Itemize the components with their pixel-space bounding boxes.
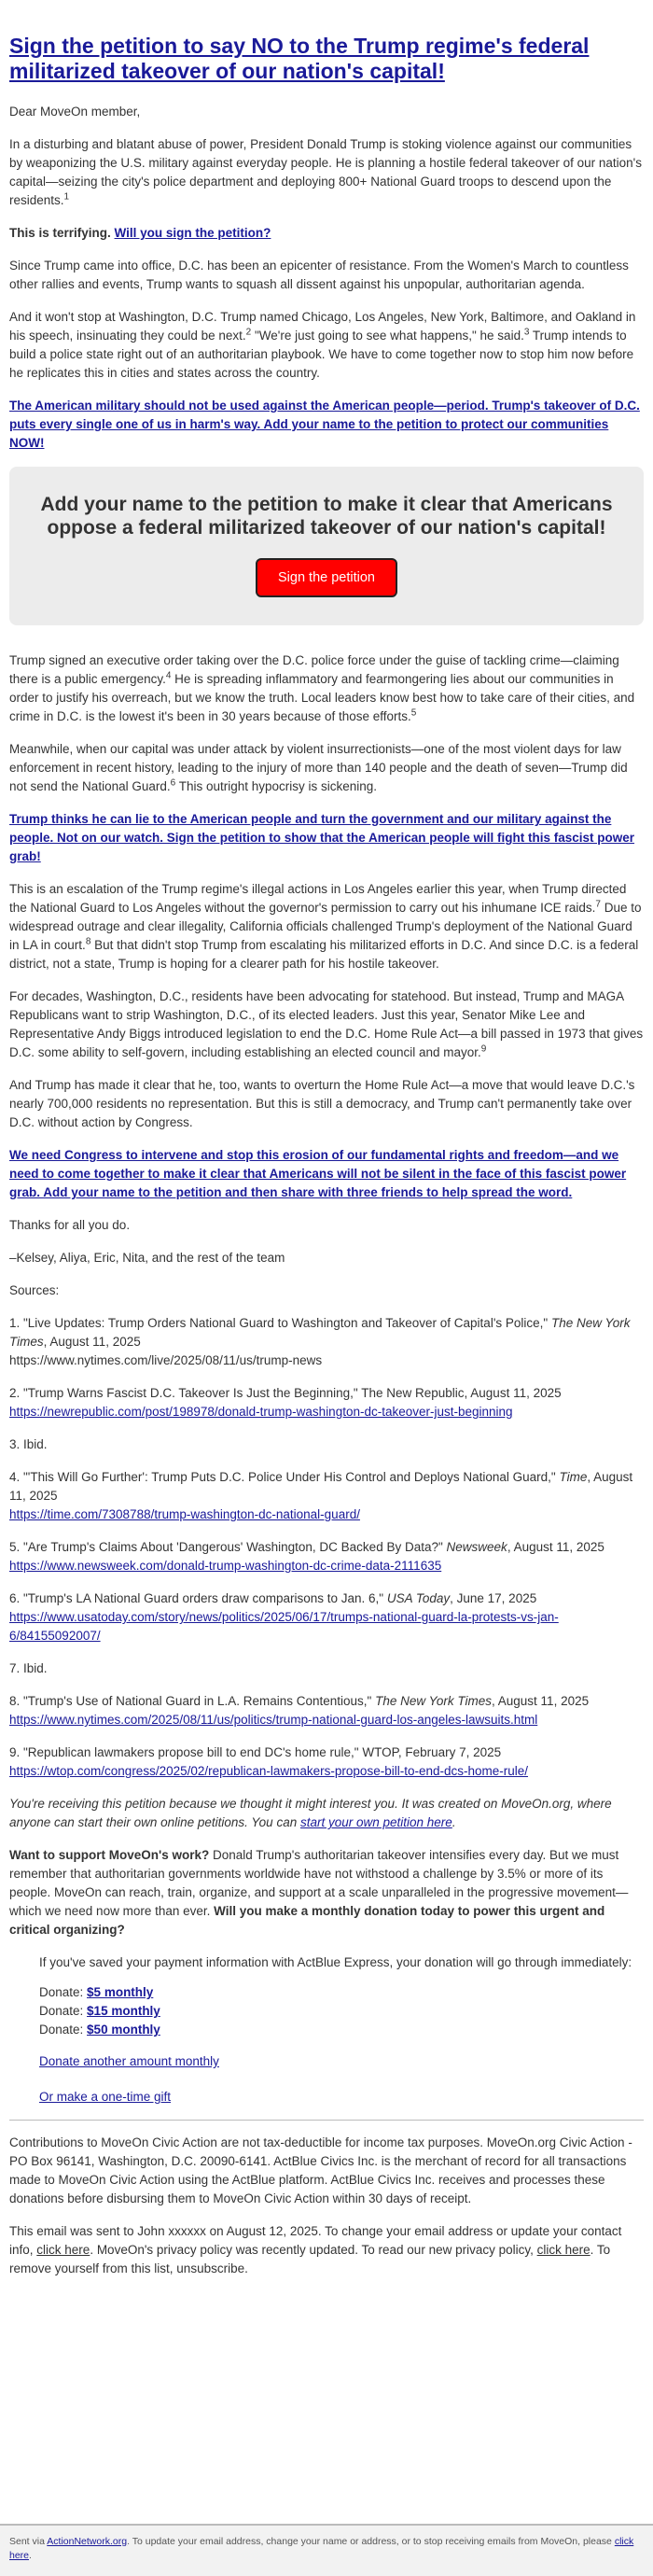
- donate-row: Donate: $5 monthly: [39, 1985, 154, 1999]
- email-body: [9, 0, 644, 2576]
- source-item: 6. "Trump's LA National Guard orders draw comparisons to Jan. 6," USA Today, June 17, 2025 https://www.usatoday.com/story/news/politics/2025/06/17/trumps-national-guard-la-protests-vs-jan-6/84155092007/: [9, 1591, 559, 1643]
- source-item: 2. "Trump Warns Fascist D.C. Takeover Is Just the Beginning," The New Republic, August 11, 2025 https://newrepublic.com/post/198978/donald-trump-washington-dc-takeover-just-beginning: [9, 1386, 562, 1419]
- petition-link-1[interactable]: The American military should not be used against the American people—period. Trump's takeover of D.C. puts every single one of us in harm's way. Add your name to the petition to protect our communities NOW!: [9, 399, 640, 450]
- cta-title: Add your name to the petition to make it clear that Americans oppose a federal militarized takeover of our nation's capital!: [40, 494, 613, 539]
- footnote-1: 1: [63, 191, 70, 203]
- source-item: 9. "Republican lawmakers propose bill to end DC's home rule," WTOP, February 7, 2025 https://wtop.com/congress/2025/02/republican-lawmakers-propose-bill-to-end-dcs-home-rule/: [9, 1745, 529, 1778]
- paragraph-6: This is an escalation of the Trump regime's illegal actions in Los Angeles earlier this year, when Trump directed the National Guard to Los Angeles without the governor's permission to carry out his inhumane ICE raids.$^7$ Due to widespread outrage and clear illegality, California officials challenged Trump's deployment of the National Guard in LA in court.$^8$ But that didn't stop Trump from escalating his militarized efforts in D.C. And since D.C. is a federal district, not a state, Trump is hoping for a clearer path for his hostile takeover.: [9, 882, 642, 971]
- source-link[interactable]: https://www.usatoday.com/story/news/politics/2025/06/17/trumps-national-guard-la-protests-vs-jan-6/84155092007/: [9, 1610, 559, 1643]
- donate-other-wrap: [39, 2052, 644, 2071]
- sources-label: Sources:: [9, 1283, 60, 1297]
- source-link[interactable]: https://time.com/7308788/trump-washington-dc-national-guard/: [9, 1507, 360, 1521]
- greeting: Dear MoveOn member,: [9, 105, 141, 119]
- source-item: 4. "'This Will Go Further': Trump Puts D.C. Police Under His Control and Deploys National Guard," Time, August 11, 2025 https://time.com/7308788/trump-washington-dc-national-guard/: [9, 1470, 633, 1521]
- divider: [9, 2120, 644, 2121]
- will-you-sign-link[interactable]: Will you sign the petition?: [114, 226, 271, 240]
- donate-15-button[interactable]: $15 monthly: [87, 2004, 160, 2018]
- source-item: 7. Ibid.: [9, 1661, 48, 1675]
- paragraph-1: In a disturbing and blatant abuse of power, President Donald Trump is stoking violence against our communities by weaponizing the U.S. military against everyday people. He is planning a hostile federal takeover of our nation's capital—seizing the city's police department and deploying 800+ National Guard troops to descend upon the residents.$^1$: [9, 137, 642, 207]
- support-paragraph: Want to support MoveOn's work? Donald Trump's authoritarian takeover intensifies every day. But we must remember that authoritarian governments worldwide have not withstood a challenge by 3.5% or more of its people. MoveOn can reach, train, organize, and support at a scale unparalleled in the progressive movement—which we need now more than ever. Will you make a monthly donation today to power this urgent and critical organizing?: [9, 1848, 629, 1937]
- actblue-intro: If you've saved your payment information with ActBlue Express, your donation will go through immediately:: [39, 1955, 632, 1969]
- donation-block: [9, 1953, 644, 2107]
- paragraph-2: Since Trump came into office, D.C. has been an epicenter of resistance. From the Women's March to countless other rallies and events, Trump wants to squash all dissent against his unpopular, authoritarian agenda.: [9, 259, 629, 291]
- petition-link-3[interactable]: We need Congress to intervene and stop this erosion of our fundamental rights and freedom—and we need to come together to make it clear that Americans will not be silent in the face of this fascist power grab. Add your name to the petition and then share with three friends to help spread the word.: [9, 1148, 627, 1199]
- source-link[interactable]: https://wtop.com/congress/2025/02/republican-lawmakers-propose-bill-to-end-dcs-home-rule/: [9, 1764, 529, 1778]
- source-link[interactable]: https://www.newsweek.com/donald-trump-washington-dc-crime-data-2111635: [9, 1559, 442, 1573]
- privacy-policy-link[interactable]: click here: [536, 2243, 590, 2257]
- actionnetwork-link[interactable]: ActionNetwork.org: [47, 2536, 128, 2547]
- one-time-wrap: [39, 2088, 644, 2107]
- sign-petition-button[interactable]: Sign the petition: [256, 558, 397, 597]
- petition-link-1-wrap: [9, 397, 644, 453]
- sent-to-notice: This email was sent to John xxxxxx on August 12, 2025. To change your email address or update your contact info, click here. MoveOn's privacy policy was recently updated. To read our new privacy policy, click here. To remove yourself from this list, unsubscribe.: [9, 2224, 622, 2275]
- receiving-notice: You're receiving this petition because we thought it might interest you. It was created on MoveOn.org, where anyone can start their own online petitions. You can start your own petition here.: [9, 1797, 612, 1829]
- cta-box: [9, 467, 644, 625]
- donate-5-button[interactable]: $5 monthly: [87, 1985, 154, 1999]
- source-link[interactable]: https://newrepublic.com/post/198978/donald-trump-washington-dc-takeover-just-beginning: [9, 1405, 513, 1419]
- donate-row: Donate: $50 monthly: [39, 2023, 160, 2037]
- petition-link-2[interactable]: Trump thinks he can lie to the American people and turn the government and our military against the people. Not on our watch. Sign the petition to show that the American people will fight this fascist power grab!: [9, 812, 635, 863]
- paragraph-3: And it won't stop at Washington, D.C. Trump named Chicago, Los Angeles, New York, Baltimore, and Oakland in his speech, insinuating they could be next.$^2$ "We're just going to see what happens," he said.$^3$ Trump intends to build a police state right out of an authoritarian playbook. We have to come together now to stop him now before he replicates this in cities and states across the country.: [9, 310, 636, 380]
- thanks: Thanks for all you do.: [9, 1218, 131, 1232]
- source-item: 5. "Are Trump's Claims About 'Dangerous' Washington, DC Backed By Data?" Newsweek, August 11, 2025 https://www.newsweek.com/donald-trump-washington-dc-crime-data-2111635: [9, 1540, 604, 1573]
- paragraph-8: And Trump has made it clear that he, too, wants to overturn the Home Rule Act—a move that would leave D.C.'s nearly 700,000 residents no representation. But this is still a democracy, and Trump can't permanently take over D.C. without action by Congress.: [9, 1078, 635, 1129]
- donate-row: Donate: $15 monthly: [39, 2004, 160, 2018]
- legal-text: Contributions to MoveOn Civic Action are not tax-deductible for income tax purposes. MoveOn.org Civic Action - PO Box 96141, Washington, D.C. 20090-6141. ActBlue Civics Inc. is the merchant of record for all transactions made to MoveOn Civic Action using the ActBlue platform. ActBlue Civics Inc. receives and processes these donations before disbursing them to MoveOn Civic Action within 30 days of receipt.: [9, 2135, 632, 2205]
- terrifying-line: This is terrifying. Will you sign the petition?: [9, 226, 271, 240]
- paragraph-7: For decades, Washington, D.C., residents have been advocating for statehood. But instead, Trump and MAGA Republicans want to strip Washington, D.C., of its elected leaders. Just this year, Senator Mike Lee and Representative Andy Biggs introduced legislation to end the D.C. Home Rule Act—a bill passed in 1973 that gives D.C. some ability to self-govern, including establishing an elected council and mayor.$^9$: [9, 989, 644, 1059]
- paragraph-5: Meanwhile, when our capital was under attack by violent insurrectionists—one of the most violent days for law enforcement in recent history, leading to the injury of more than 140 people and the death of seven—Trump did not send the National Guard.$^6$ This outright hypocrisy is sickening.: [9, 742, 628, 793]
- headline-link[interactable]: Sign the petition to say NO to the Trump regime's federal militarized takeover of our nation's capital!: [9, 34, 590, 83]
- unsubscribe-link[interactable]: click here: [9, 2536, 634, 2561]
- update-contact-link[interactable]: click here: [36, 2243, 90, 2257]
- source-url: https://www.nytimes.com/live/2025/08/11/us/trump-news: [9, 1353, 323, 1367]
- one-time-gift-link[interactable]: Or make a one-time gift: [39, 2090, 172, 2104]
- footer: Sent via ActionNetwork.org. To update your email address, change your name or address, or to stop receiving emails from MoveOn, please click here.: [0, 2524, 653, 2576]
- start-petition-link[interactable]: start your own petition here: [299, 1815, 452, 1829]
- source-item: 8. "Trump's Use of National Guard in L.A. Remains Contentious," The New York Times, August 11, 2025 https://www.nytimes.com/2025/08/11/us/politics/trump-national-guard-los-angeles-lawsuits.html: [9, 1694, 590, 1727]
- petition-link-2-wrap: [9, 810, 644, 866]
- petition-link-3-wrap: [9, 1146, 644, 1202]
- source-item: 3. Ibid.: [9, 1437, 48, 1451]
- signoff: –Kelsey, Aliya, Eric, Nita, and the rest of the team: [9, 1251, 285, 1265]
- paragraph-4: Trump signed an executive order taking over the D.C. police force under the guise of tackling crime—claiming there is a public emergency.$^4$ He is spreading inflammatory and fearmongering lies about our communities in order to justify his overreach, but we know the truth. Local leaders know best how to take care of their cities, and crime in D.C. is the lowest it's been in 30 years because of those efforts.$^5$: [9, 653, 635, 723]
- source-item: 1. "Live Updates: Trump Orders National Guard to Washington and Takeover of Capital's Police," The New York Times, August 11, 2025 https://www.nytimes.com/live/2025/08/11/us/trump-news: [9, 1316, 631, 1367]
- sources-list: [9, 1314, 644, 1781]
- donate-50-button[interactable]: $50 monthly: [87, 2023, 160, 2037]
- donate-other-link[interactable]: Donate another amount monthly: [39, 2054, 219, 2068]
- source-link[interactable]: https://www.nytimes.com/2025/08/11/us/politics/trump-national-guard-los-angeles-lawsuits.html: [9, 1713, 538, 1727]
